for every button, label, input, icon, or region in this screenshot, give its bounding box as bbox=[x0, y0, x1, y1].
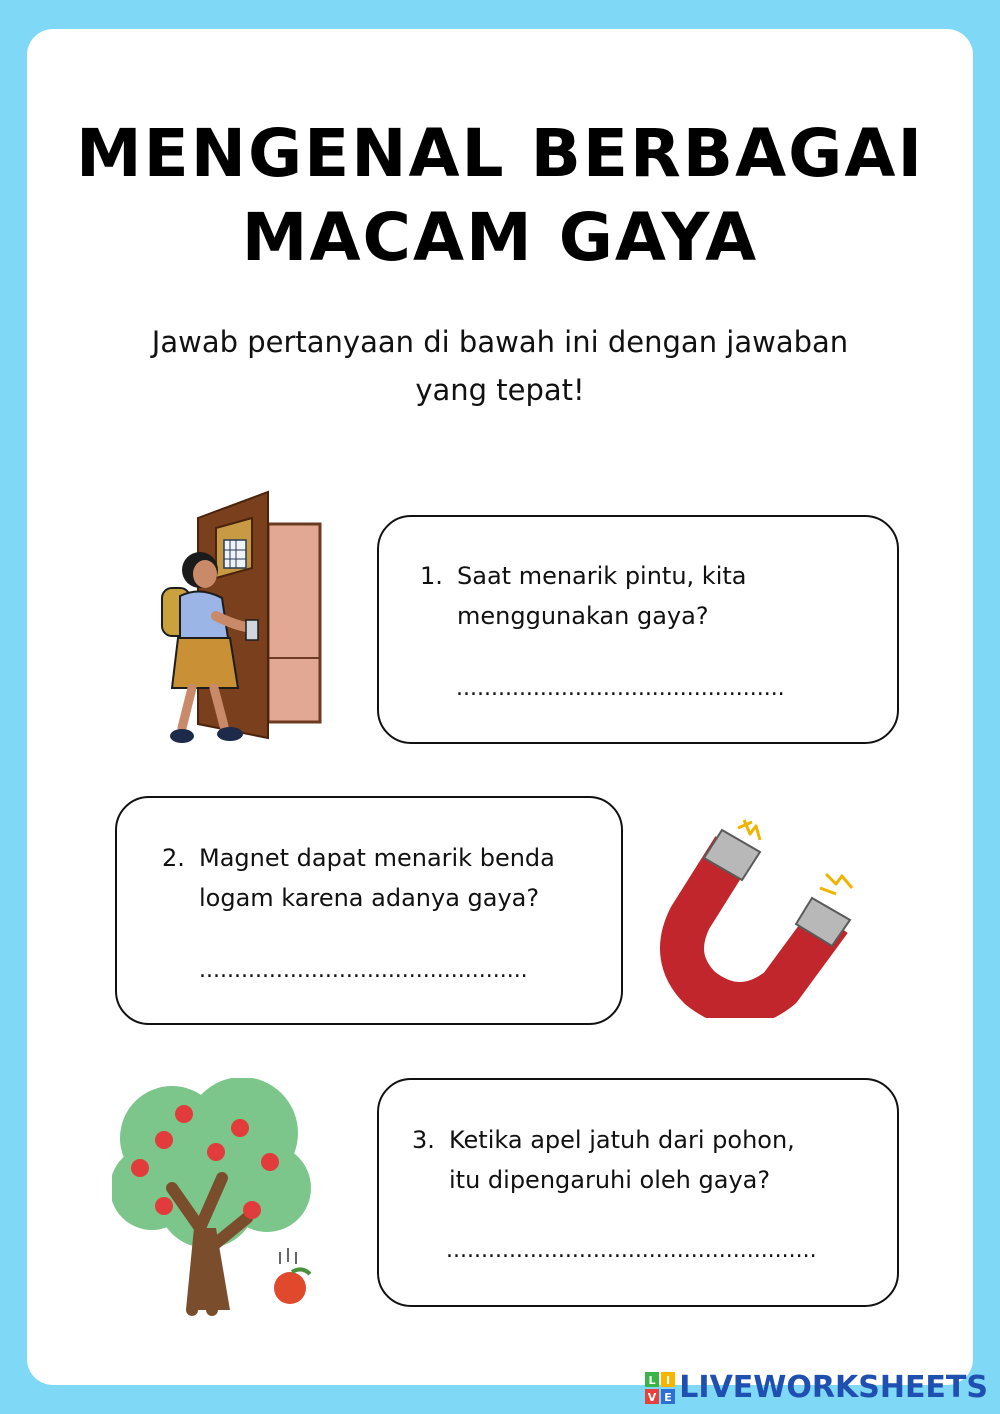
question-1-number: 1. bbox=[420, 562, 443, 590]
instruction-text bbox=[100, 318, 900, 414]
liveworksheets-logo-icon bbox=[645, 1372, 675, 1404]
title-line-2: MACAM GAYA bbox=[241, 199, 759, 276]
liveworksheets-brand[interactable] bbox=[645, 1370, 988, 1405]
question-3-line-1: Ketika apel jatuh dari pohon, bbox=[449, 1126, 795, 1154]
question-1-line-1: Saat menarik pintu, kita bbox=[457, 562, 747, 590]
logo-letter-v: V bbox=[648, 1390, 657, 1404]
girl-pulling-door-illustration bbox=[150, 488, 330, 753]
apple-tree-illustration bbox=[112, 1078, 322, 1318]
question-2-number: 2. bbox=[162, 844, 185, 872]
title-line-1: MENGENAL BERBAGAI bbox=[75, 115, 924, 192]
logo-letter-l: L bbox=[648, 1373, 656, 1387]
question-2-text bbox=[162, 838, 602, 918]
question-3-number: 3. bbox=[412, 1126, 435, 1154]
question-2-line-1: Magnet dapat menarik benda bbox=[199, 844, 555, 872]
question-2-line-2: logam karena adanya gaya? bbox=[199, 884, 540, 912]
question-3-text bbox=[412, 1120, 872, 1200]
answer-field-1[interactable]: ............................................... bbox=[456, 676, 785, 701]
brand-name: LIVEWORKSHEETS bbox=[679, 1370, 988, 1405]
answer-field-2[interactable]: ............................................... bbox=[199, 958, 528, 983]
horseshoe-magnet-illustration bbox=[660, 808, 860, 1018]
logo-letter-i: I bbox=[666, 1373, 671, 1387]
instruction-line-2: yang tepat! bbox=[415, 373, 585, 407]
question-3-line-2: itu dipengaruhi oleh gaya? bbox=[449, 1166, 771, 1194]
question-1-text bbox=[420, 556, 860, 636]
logo-letter-e: E bbox=[664, 1390, 673, 1404]
answer-field-3[interactable]: ..................................................... bbox=[446, 1238, 817, 1263]
instruction-line-1: Jawab pertanyaan di bawah ini dengan jawaban bbox=[151, 325, 849, 359]
page-title bbox=[0, 112, 1000, 280]
question-1-line-2: menggunakan gaya? bbox=[457, 602, 709, 630]
